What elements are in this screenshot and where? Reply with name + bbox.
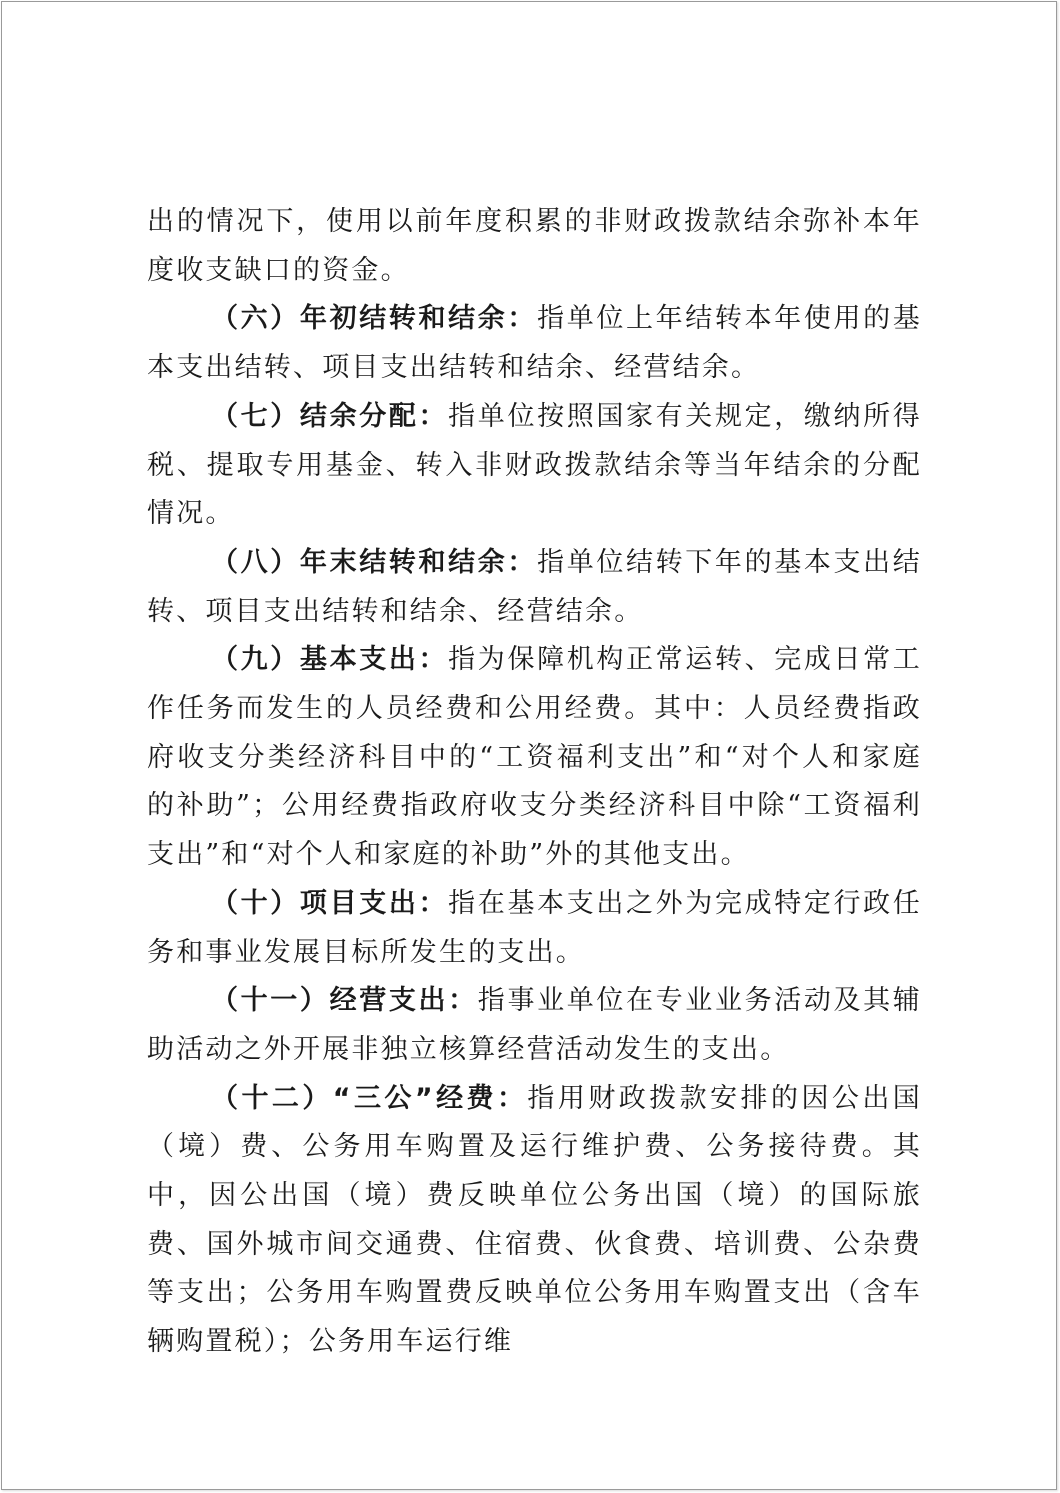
term-heading: （九）基本支出： [211,644,449,676]
paragraph-year-end-carryover [147,539,922,636]
paragraph-text: 指单位上年结转本年使用的基本支出结转、项目支出结转和结余、经营结余。 [147,303,922,384]
paragraph-three-public-expenses [147,1075,922,1367]
paragraph-continuation [147,198,922,295]
paragraph-text: 指在基本支出之外为完成特定行政任务和事业发展目标所发生的支出。 [147,887,922,968]
term-heading: （八）年末结转和结余： [211,546,538,578]
paragraph-text: 指用财政拨款安排的因公出国（境）费、公务用车购置及运行维护费、公务接待费。其中，因公出国（境）费反映单位公务出国（境）的国际旅费、国外城市间交通费、住宿费、伙食费、培训费、公杂费等支出；公务用车购置费反映单位公务用车购置支出（含车辆购置税）；公务用车运行维 [147,1082,922,1358]
paragraph-surplus-distribution [147,393,922,539]
paragraph-basic-expenditure [147,636,922,880]
paragraph-text: 指为保障机构正常运转、完成日常工作任务而发生的人员经费和公用经费。其中：人员经费指政府收支分类经济科目中的“工资福利支出”和“对个人和家庭的补助”；公用经费指政府收支分类经济科目中除“工资福利支出”和“对个人和家庭的补助”外的其他支出。 [147,644,922,871]
term-heading: （十）项目支出： [211,887,449,919]
document-body [147,198,922,1367]
document-page [1,1,1057,1490]
paragraph-operating-expenditure [147,977,922,1074]
term-heading: （十二）“三公”经费： [211,1082,528,1114]
term-heading: （十一）经营支出： [211,985,478,1017]
term-heading: （六）年初结转和结余： [211,303,538,335]
paragraph-text: 指单位结转下年的基本支出结转、项目支出结转和结余、经营结余。 [147,546,922,627]
paragraph-text: 出的情况下，使用以前年度积累的非财政拨款结余弥补本年度收支缺口的资金。 [147,206,922,286]
paragraph-text: 指事业单位在专业业务活动及其辅助活动之外开展非独立核算经营活动发生的支出。 [147,985,922,1065]
paragraph-project-expenditure [147,880,922,977]
term-heading: （七）结余分配： [211,400,449,432]
paragraph-text: 指单位按照国家有关规定，缴纳所得税、提取专用基金、转入非财政拨款结余等当年结余的分配情况。 [147,400,922,530]
paragraph-year-start-carryover [147,295,922,392]
